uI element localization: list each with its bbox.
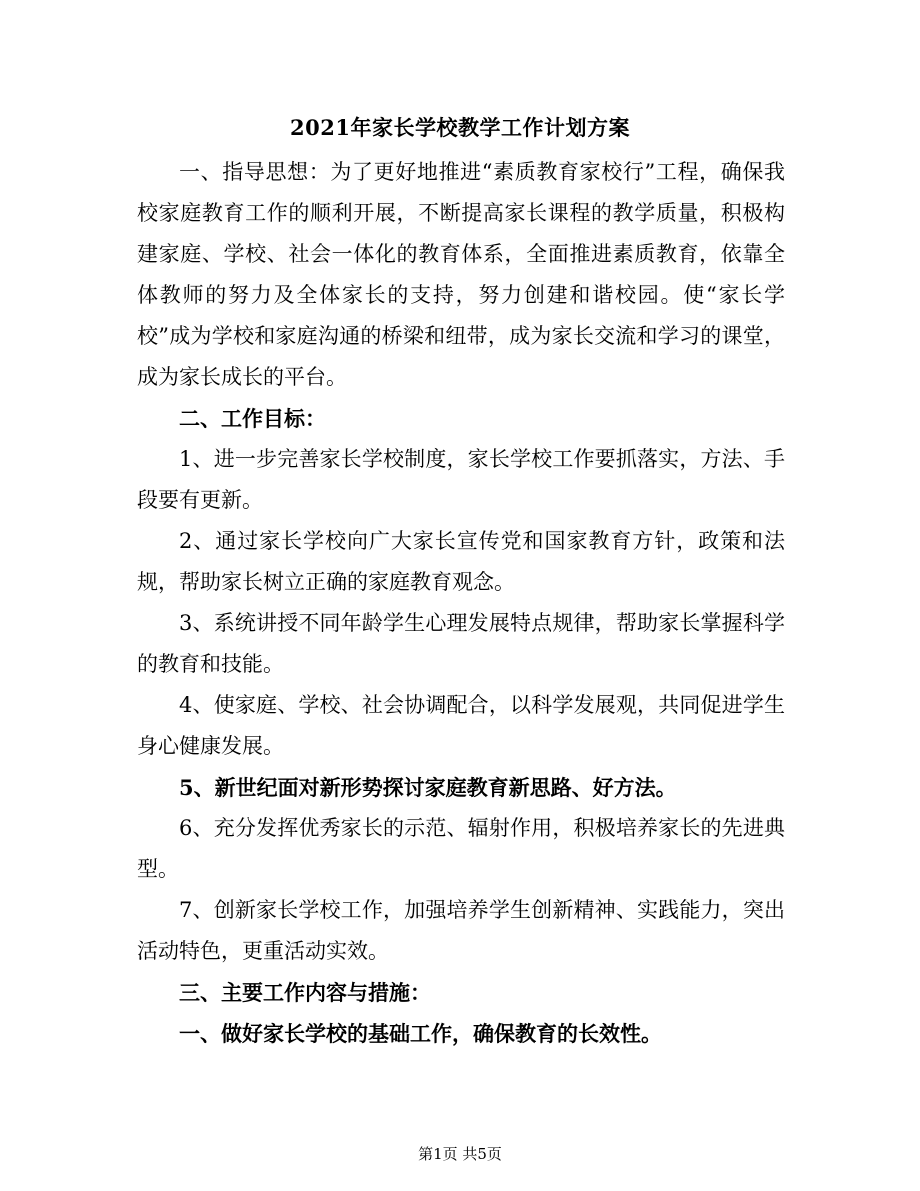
goal-item-6: 6、充分发挥优秀家长的示范、辐射作用，积极培养家长的先进典型。	[137, 816, 785, 881]
goal-item-1: 1、进一步完善家长学校制度，家长学校工作要抓落实，方法、手段要有更新。	[137, 447, 785, 512]
goal-item-7: 7、创新家长学校工作，加强培养学生创新精神、实践能力，突出活动特色，更重活动实效。	[137, 898, 785, 963]
page-footer: 第1页 共5页	[418, 1145, 502, 1163]
subheading-foundation-work: 一、做好家长学校的基础工作，确保教育的长效性。	[179, 1021, 662, 1046]
goal-item-4: 4、使家庭、学校、社会协调配合，以科学发展观，共同促进学生身心健康发展。	[137, 693, 785, 758]
document-body	[137, 152, 785, 1054]
paragraph-guiding-thought: 一、指导思想：为了更好地推进“素质教育家校行”工程，确保我校家庭教育工作的顺利开展，不断提高家长课程的教学质量，积极构建家庭、学校、社会一体化的教育体系，全面推进素质教育，依靠全体教师的努力及全体家长的支持，努力创建和谐校园。使“家长学校”成为学校和家庭沟通的桥梁和纽带，成为家长交流和学习的课堂，成为家长成长的平台。	[137, 160, 785, 389]
heading-work-goals: 二、工作目标：	[179, 406, 326, 431]
goal-item-5: 5、新世纪面对新形势探讨家庭教育新思路、好方法。	[179, 775, 677, 800]
document-title: 2021年家长学校教学工作计划方案	[290, 115, 630, 140]
goal-item-2: 2、通过家长学校向广大家长宣传党和国家教育方针，政策和法规，帮助家长树立正确的家庭教育观念。	[137, 529, 785, 594]
heading-main-content: 三、主要工作内容与措施：	[179, 980, 431, 1005]
goal-item-3: 3、系统讲授不同年龄学生心理发展特点规律，帮助家长掌握科学的教育和技能。	[137, 611, 785, 676]
